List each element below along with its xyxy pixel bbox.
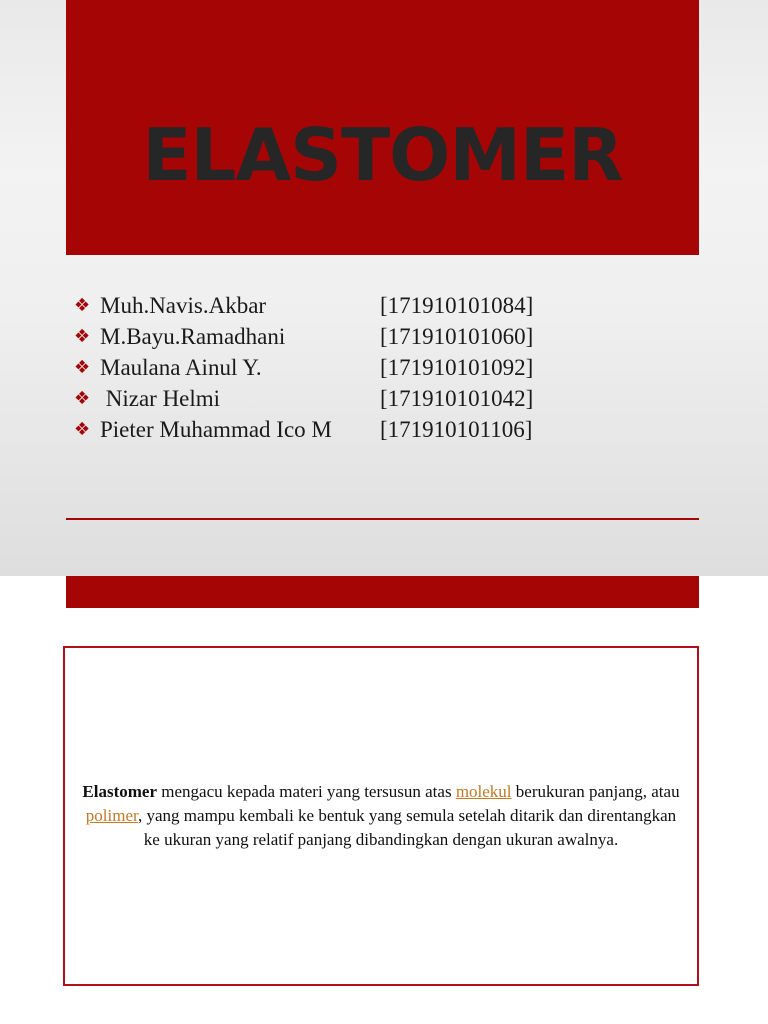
diamond-bullet-icon: ❖ xyxy=(74,295,91,316)
member-id: [171910101042] xyxy=(380,385,534,411)
member-item xyxy=(74,383,533,414)
member-id: [171910101092] xyxy=(380,354,534,380)
polimer-link[interactable]: polimer xyxy=(85,806,138,825)
member-name: Nizar Helmi xyxy=(100,385,221,411)
member-name: Muh.Navis.Akbar xyxy=(100,292,267,318)
definition-slide xyxy=(0,576,768,1024)
title-band xyxy=(66,0,699,255)
member-item xyxy=(74,321,533,352)
molekul-link[interactable]: molekul xyxy=(455,782,512,801)
definition-text-part: mengacu kepada materi yang tersusun atas xyxy=(157,782,456,801)
member-item xyxy=(74,414,533,445)
member-name: Pieter Muhammad Ico M xyxy=(100,416,332,442)
member-id: [171910101106] xyxy=(380,416,533,442)
definition-text-part: berukuran panjang, atau xyxy=(511,782,680,801)
diamond-bullet-icon: ❖ xyxy=(74,419,91,440)
definition-text-part: , yang mampu kembali ke bentuk yang semula setelah ditarik dan direntangkan ke ukuran yang relatif panjang dibandingkan dengan ukuran awalnya. xyxy=(138,806,677,849)
member-id: [171910101084] xyxy=(380,292,534,318)
diamond-bullet-icon: ❖ xyxy=(74,326,91,347)
member-item xyxy=(74,352,533,383)
definition-term: Elastomer xyxy=(82,782,157,801)
divider-line xyxy=(66,518,699,520)
definition-box xyxy=(63,646,699,986)
member-item xyxy=(74,290,533,321)
member-id: [171910101060] xyxy=(380,323,534,349)
header-band xyxy=(66,576,699,608)
slide-title: ELASTOMER xyxy=(142,113,623,197)
member-list xyxy=(74,290,533,445)
diamond-bullet-icon: ❖ xyxy=(74,388,91,409)
member-name: Maulana Ainul Y. xyxy=(100,354,262,380)
member-name: M.Bayu.Ramadhani xyxy=(100,323,286,349)
definition-text xyxy=(76,780,686,852)
diamond-bullet-icon: ❖ xyxy=(74,357,91,378)
